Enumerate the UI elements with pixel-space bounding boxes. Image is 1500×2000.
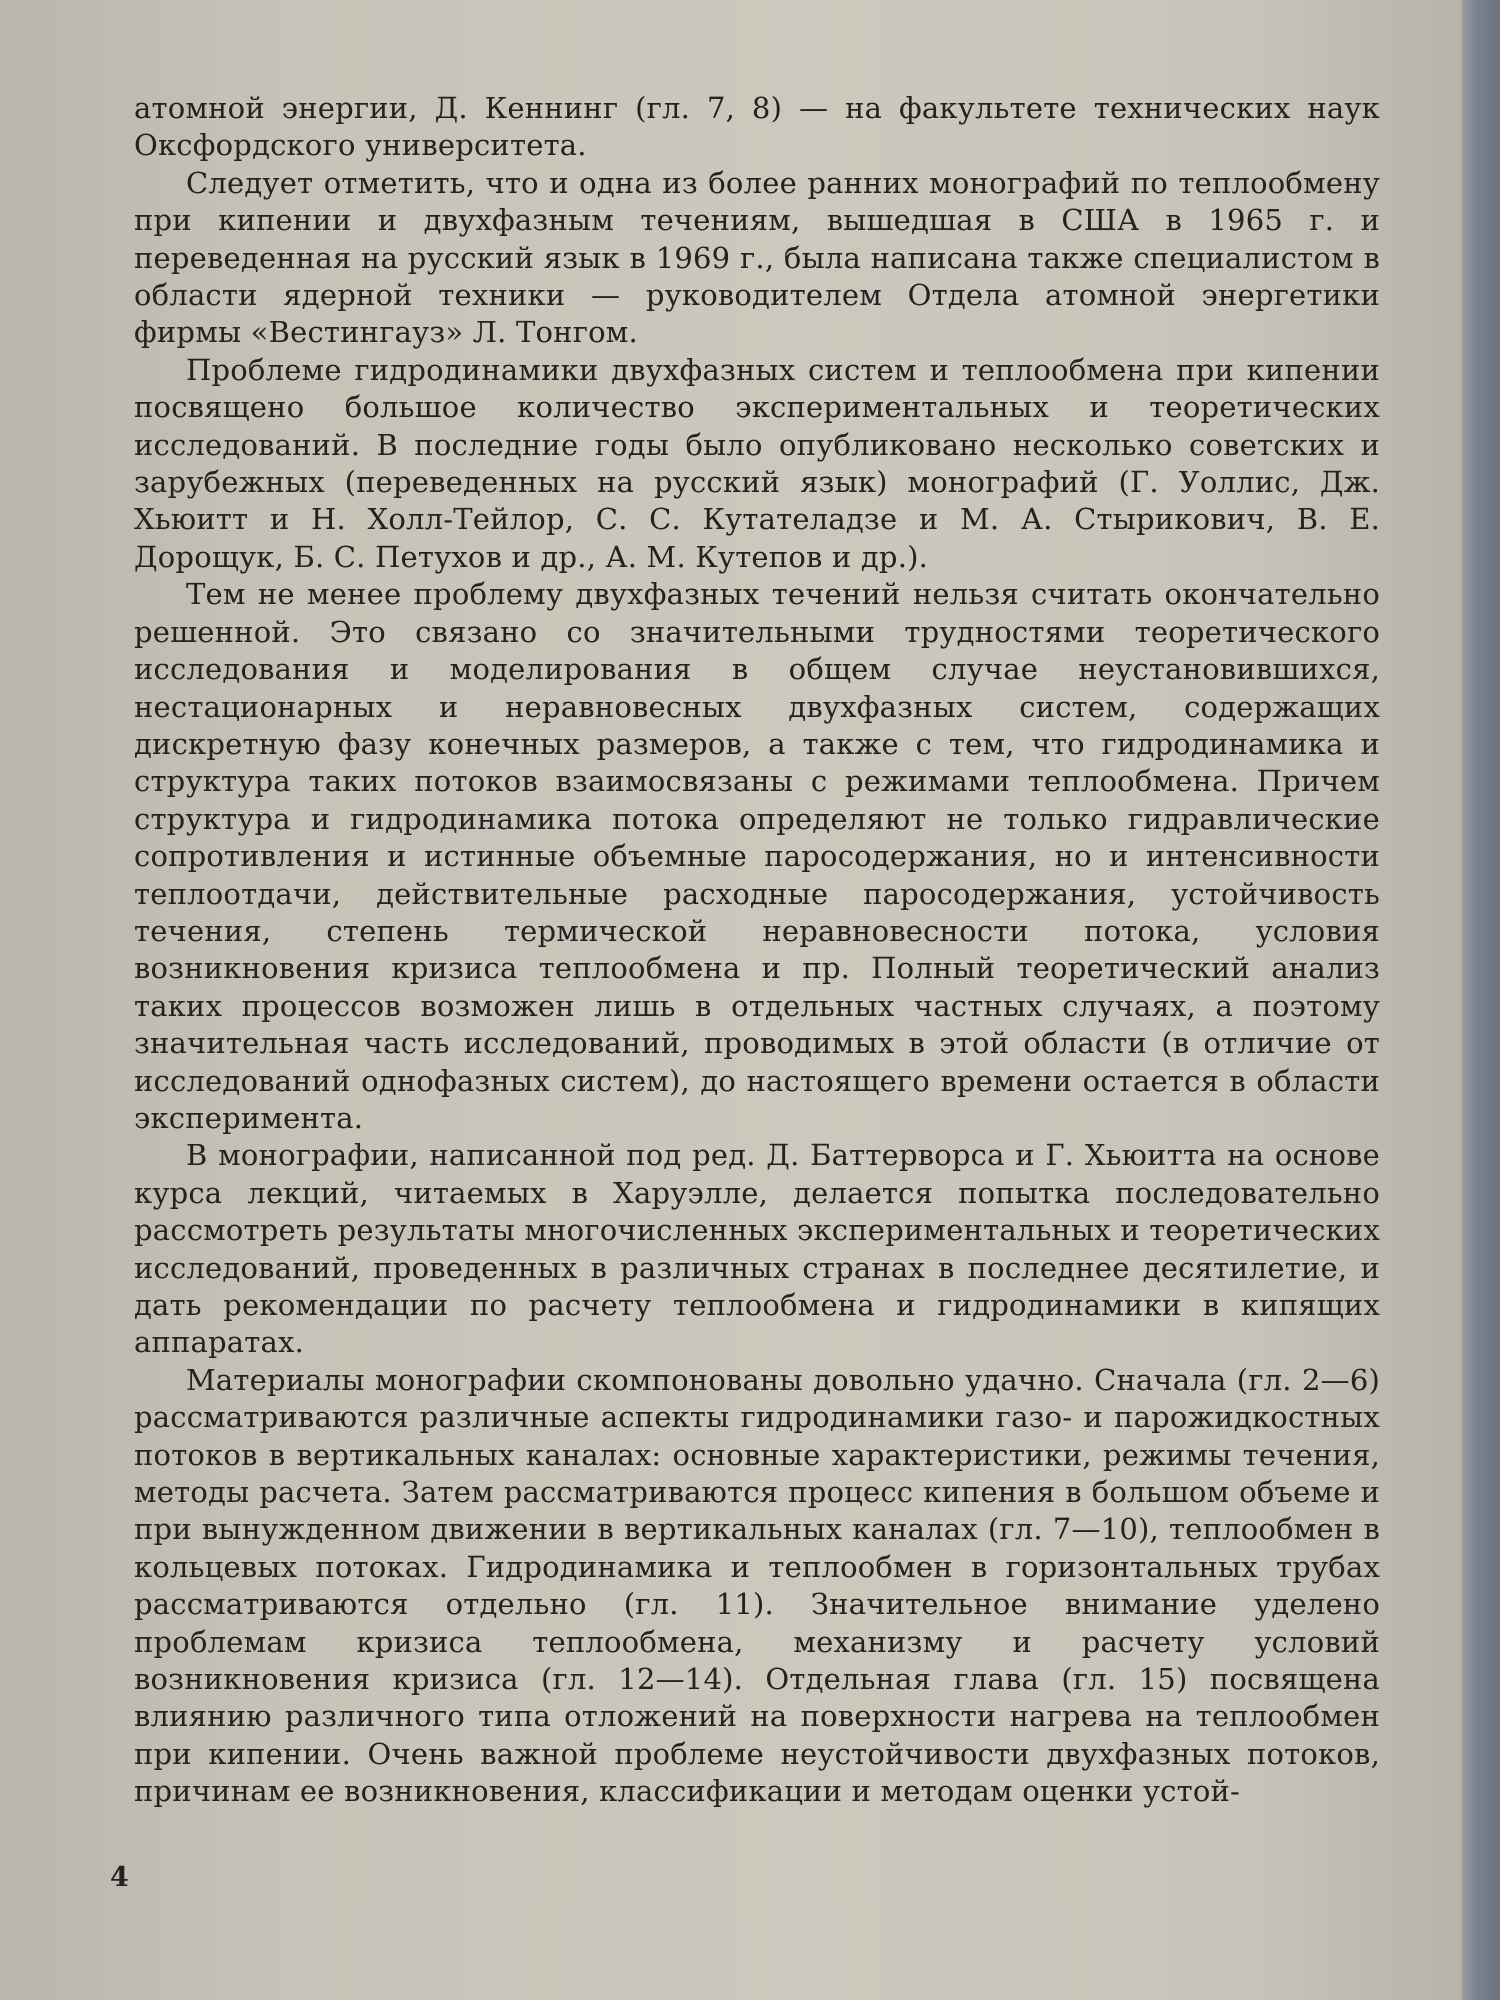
page-edge-shadow [1462,0,1500,2000]
paragraph-continuation: атомной энергии, Д. Кеннинг (гл. 7, 8) — на факультете технических наук Оксфордского университета. [134,91,1380,163]
page-text [134,90,1380,1811]
paragraph-problem-overview: Проблеме гидродинамики двухфазных систем и теплообмена при кипении посвящено большое количество экспериментальных и теоретических исследований. В последние годы было опубликовано несколько советских и зарубежных (переведенных на русский язык) монографий (Г. Уоллис, Дж. Хьюитт и Н. Холл-Тейлор, С. С. Кутателадзе и М. А. Стырикович, В. Е. Дорощук, Б. С. Петухов и др., А. М. Кутепов и др.). [134,352,1380,574]
paragraph-materials-structure: Материалы монографии скомпонованы довольно удачно. Сначала (гл. 2—6) рассматриваются различные аспекты гидродинамики газо- и парожидкостных потоков в вертикальных каналах: основные характеристики, режимы течения, методы расчета. Затем рассматриваются процесс кипения в большом объеме и при вынужденном движении в вертикальных каналах (гл. 7—10), теплообмен в кольцевых потоках. Гидродинамика и теплообмен в горизонтальных трубах рассматриваются отдельно (гл. 11). Значительное внимание уделено проблемам кризиса теплообмена, механизму и расчету условий возникновения кризиса (гл. 12—14). Отдельная глава (гл. 15) посвящена влиянию различного типа отложений на поверхности нагрева на теплообмен при кипении. Очень важной проблеме неустойчивости двухфазных потоков, причинам ее возникновения, классификации и методам оценки устой- [134,1362,1380,1809]
paragraph-earlier-monograph: Следует отметить, что и одна из более ранних монографий по теплообмену при кипении и двухфазным течениям, вышедшая в США в 1965 г. и переведенная на русский язык в 1969 г., была написана также специалистом в области ядерной техники — руководителем Отдела атомной энергетики фирмы «Вестингауз» Л. Тонгом. [134,165,1380,350]
page-number: 4 [110,1862,129,1893]
paragraph-monograph-purpose: В монографии, написанной под ред. Д. Баттерворса и Г. Хьюитта на основе курса лекций, читаемых в Харуэлле, делается попытка последовательно рассмотреть результаты многочисленных экспериментальных и теоретических исследований, проведенных в различных странах в последнее десятилетие, и дать рекомендации по расчету теплообмена и гидродинамики в кипящих аппаратах. [134,1138,1380,1360]
paragraph-unsolved-problem: Тем не менее проблему двухфазных течений нельзя считать окончательно решенной. Это связано со значительными трудностями теоретического исследования и моделирования в общем случае неустановившихся, нестационарных и неравновесных двухфазных систем, содержащих дискретную фазу конечных размеров, а также с тем, что гидродинамика и структура таких потоков взаимосвязаны с режимами теплообмена. Причем структура и гидродинамика потока определяют не только гидравлические сопротивления и истинные объемные паросодержания, но и интенсивности теплоотдачи, действительные расходные паросодержания, устойчивость течения, степень термической неравновесности потока, условия возникновения кризиса теплообмена и пр. Полный теоретический анализ таких процессов возможен лишь в отдельных частных случаях, а поэтому значительная часть исследований, проводимых в этой области (в отличие от исследований однофазных систем), до настоящего времени остается в области эксперимента. [134,577,1380,1135]
